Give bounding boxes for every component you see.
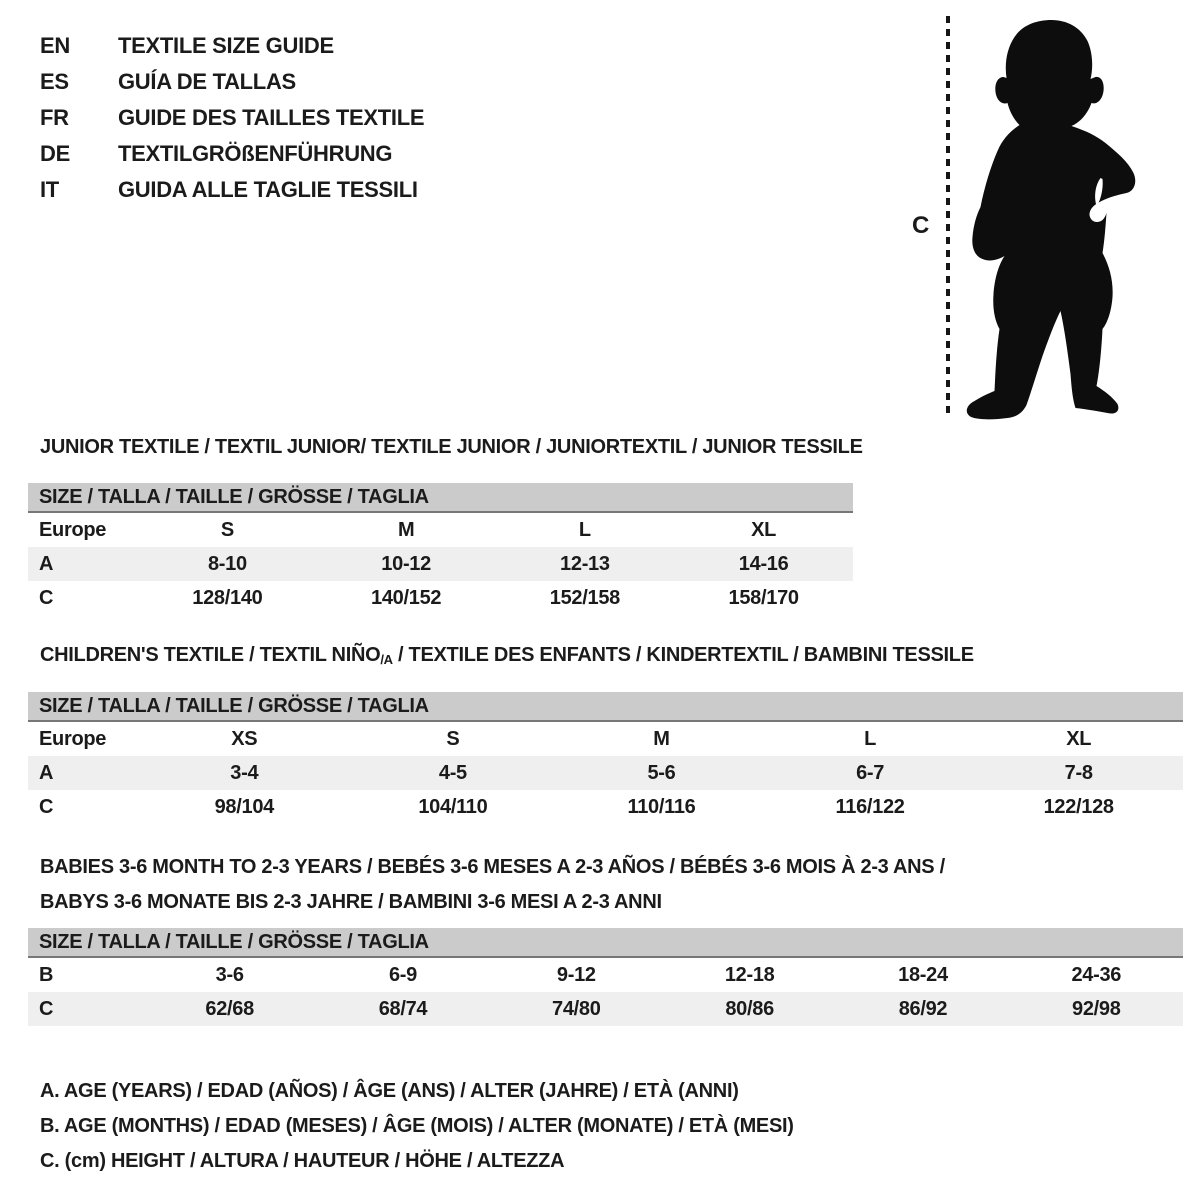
height-cell: 62/68 <box>205 997 254 1020</box>
height-cell: 140/152 <box>371 586 442 609</box>
size-header-bar: SIZE / TALLA / TAILLE / GRÖSSE / TAGLIA <box>28 692 1183 722</box>
size-cell: XL <box>1066 727 1092 750</box>
height-cell: 92/98 <box>1072 997 1121 1020</box>
age-cell: 10-12 <box>381 552 431 575</box>
language-code-fr: FR <box>40 105 69 130</box>
age-cell: 14-16 <box>738 552 789 575</box>
age-cell: 8-10 <box>207 552 247 575</box>
height-cell: 86/92 <box>898 997 948 1020</box>
babies-size-table <box>28 928 1183 1026</box>
size-cell: L <box>864 727 877 750</box>
table-row-height <box>28 581 853 615</box>
row-label: B <box>39 963 54 986</box>
children-size-table <box>28 692 1183 824</box>
age-cell: 3-6 <box>215 963 244 986</box>
language-row-fr <box>40 100 424 136</box>
language-title-en: TEXTILE SIZE GUIDE <box>118 33 334 58</box>
size-cell: XL <box>751 518 777 541</box>
title-babies-line2: BABYS 3-6 MONATE BIS 2-3 JAHRE / BAMBINI 3-6 MESI A 2-3 ANNI <box>40 891 662 913</box>
language-code-it: IT <box>40 177 59 202</box>
language-title-fr: GUIDE DES TAILLES TEXTILE <box>118 105 425 130</box>
table-row-height <box>28 790 1183 824</box>
row-label: A <box>39 552 54 575</box>
age-cell: 5-6 <box>647 761 676 784</box>
age-cell: 12-18 <box>724 963 775 986</box>
title-children-suffix: / TEXTILE DES ENFANTS / KINDERTEXTIL / BAMBINI TESSILE <box>392 644 974 666</box>
height-cell: 68/74 <box>378 997 428 1020</box>
height-cell: 74/80 <box>552 997 601 1020</box>
age-cell: 3-4 <box>230 761 259 784</box>
language-title-es: GUÍA DE TALLAS <box>118 69 296 94</box>
title-children-sub: /A <box>380 652 393 667</box>
size-cell: L <box>578 518 591 541</box>
toddler-silhouette-icon <box>963 20 1139 420</box>
title-babies-line1: BABIES 3-6 MONTH TO 2-3 YEARS / BEBÉS 3-6 MESES A 2-3 AÑOS / BÉBÉS 3-6 MOIS À 2-3 ANS / <box>40 856 945 878</box>
table-row-age <box>28 756 1183 790</box>
language-row-en <box>40 28 424 64</box>
language-title-it: GUIDA ALLE TAGLIE TESSILI <box>118 177 418 202</box>
height-cell: 110/116 <box>627 795 696 818</box>
size-cell: M <box>397 518 415 541</box>
height-measure-label: C <box>912 212 930 239</box>
size-cell: S <box>446 727 460 750</box>
legend-line-b: B. AGE (MONTHS) / EDAD (MESES) / ÂGE (MOIS) / ALTER (MONATE) / ETÀ (MESI) <box>40 1115 794 1137</box>
row-label: Europe <box>39 727 107 750</box>
title-children-prefix: CHILDREN'S TEXTILE / TEXTIL NIÑO <box>40 644 381 666</box>
size-cell: S <box>220 518 234 541</box>
table-row-age-months <box>28 958 1183 992</box>
height-cell: 128/140 <box>192 586 263 609</box>
language-title-block <box>40 28 424 208</box>
section-title-babies <box>40 850 945 920</box>
size-cell: XS <box>231 727 258 750</box>
size-header-bar: SIZE / TALLA / TAILLE / GRÖSSE / TAGLIA <box>28 928 1183 958</box>
language-row-it <box>40 172 424 208</box>
size-header-bar: SIZE / TALLA / TAILLE / GRÖSSE / TAGLIA <box>28 483 853 513</box>
height-cell: 158/170 <box>728 586 799 609</box>
age-cell: 6-7 <box>856 761 885 784</box>
junior-size-table <box>28 483 853 615</box>
age-cell: 9-12 <box>556 963 596 986</box>
height-dashed-line-icon <box>946 16 950 416</box>
height-cell: 152/158 <box>549 586 620 609</box>
table-row-europe <box>28 513 853 547</box>
section-title-children <box>40 644 974 667</box>
row-label: C <box>39 997 54 1020</box>
language-title-de: TEXTILGRÖßENFÜHRUNG <box>118 141 393 166</box>
height-cell: 80/86 <box>725 997 774 1020</box>
table-row-height <box>28 992 1183 1026</box>
language-row-de <box>40 136 424 172</box>
language-code-de: DE <box>40 141 70 166</box>
language-code-en: EN <box>40 33 70 58</box>
section-title-junior: JUNIOR TEXTILE / TEXTIL JUNIOR/ TEXTILE JUNIOR / JUNIORTEXTIL / JUNIOR TESSILE <box>40 436 863 458</box>
row-label: C <box>39 586 54 609</box>
table-row-age <box>28 547 853 581</box>
language-row-es <box>40 64 424 100</box>
height-cell: 122/128 <box>1043 795 1114 818</box>
age-cell: 7-8 <box>1064 761 1093 784</box>
row-label: Europe <box>39 518 107 541</box>
language-code-es: ES <box>40 69 69 94</box>
age-cell: 24-36 <box>1071 963 1122 986</box>
row-label: A <box>39 761 54 784</box>
height-cell: 98/104 <box>214 795 274 818</box>
legend-line-c: C. (cm) HEIGHT / ALTURA / HAUTEUR / HÖHE / ALTEZZA <box>40 1150 565 1172</box>
size-cell: M <box>653 727 670 750</box>
height-cell: 104/110 <box>418 795 488 818</box>
measure-legend <box>40 1074 794 1179</box>
age-cell: 18-24 <box>898 963 948 986</box>
row-label: C <box>39 795 54 818</box>
age-cell: 6-9 <box>388 963 417 986</box>
height-cell: 116/122 <box>835 795 905 818</box>
table-row-europe <box>28 722 1183 756</box>
age-cell: 4-5 <box>438 761 467 784</box>
age-cell: 12-13 <box>560 552 610 575</box>
legend-line-a: A. AGE (YEARS) / EDAD (AÑOS) / ÂGE (ANS) / ALTER (JAHRE) / ETÀ (ANNI) <box>40 1080 739 1102</box>
